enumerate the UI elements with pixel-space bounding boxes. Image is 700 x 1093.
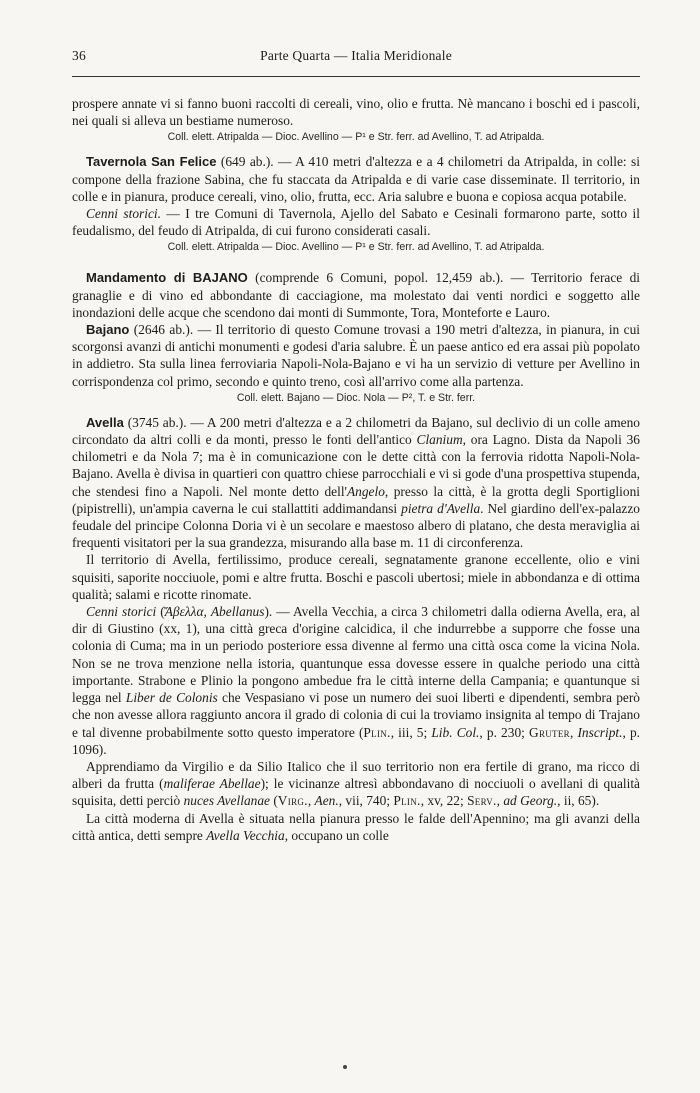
collegio-note-bajano: Coll. elett. Bajano — Dioc. Nola — P², T. e Str. ferr. <box>236 391 476 404</box>
collegio-note-tavernola: Coll. elett. Atripalda — Dioc. Avellino — P¹ e Str. ferr. ad Avellino, T. ad Atripalda. <box>167 241 545 254</box>
page-header <box>72 48 640 70</box>
paragraph-continuation: prospere annate vi si fanno buoni raccolti di cereali, vino, olio e frutta. Nè mancano i boschi ed i pascoli, nei quali si alleva un bestiame numeroso. <box>72 96 640 129</box>
header-rule <box>72 76 640 77</box>
paragraph-virgilio: Apprendiamo da Virgilio e da Silio Italico che il suo territorio non era fertile di grano, ma ricco di alberi da frutta (maliferae Abellae); le vicinanze altresì abbondavano di nocciuoli o avellani di qualità squisita, detti perciò nuces Avellanae (Virg., Aen., vii, 740; Plin., xv, 22; Serv., ad Georg., ii, 65). <box>72 758 640 809</box>
page <box>72 48 640 844</box>
cenni-avella: Cenni storici (Ἄβελλα, Abellanus). — Avella Vecchia, a circa 3 chilometri dalla odierna Avella, era, al dir di Giustino (xx, 1), una città greca d'origine calcidica, il che indurrebbe a supporre che fosse una colonia di Cuma; ma in un periodo posteriore essa divenne al fermo una città osca come la vicina Nola. Non se ne trova menzione nella istoria, quantunque essa dovesse essere in qualche periodo una città importante. Strabone e Plinio la pongono ambedue fra le città interne della Campania; e quantunque si legga nel Liber de Colonis che Vespasiano vi pose un numero dei suoi liberti e dipendenti, sembra però che non avesse allora raggiunto ancora il grado di colonia di cui la troviamo insignita al tempo di Trajano e tal divenne probabilmente sotto questo imperatore (Plin., iii, 5; Lib. Col., p. 230; Gruter, Inscript., p. 1096). <box>72 604 640 757</box>
entry-title-bajano: Bajano <box>86 322 130 338</box>
running-title: Parte Quarta — Italia Meridionale <box>260 48 452 63</box>
cenni-tavernola: Cenni storici. — I tre Comuni di Tavernola, Ajello del Sabato e Cesinali formarono parte, sotto il feudalismo, del feudo di Atripalda, di cui furono considerati casali. <box>72 206 640 239</box>
entry-title-mandamento: Mandamento di BAJANO <box>86 270 248 286</box>
entry-bajano: Bajano (2646 ab.). — Il territorio di questo Comune trovasi a 190 metri d'altezza, in pianura, in cui scorgonsi avanzi di antichi monumenti e godesi d'aria salubre. È un paese antico ed era assai più popolato in addietro. Sta sulla linea ferroviaria Napoli-Nola-Bajano e vi ha un servizio di vetture per Avellino in corrispondenza col primo, secondo e quinto treno, così all'arrivo come alla partenza. <box>72 322 640 389</box>
entry-avella: Avella (3745 ab.). — A 200 metri d'altezza e a 2 chilometri da Bajano, sul declivio di un colle ameno circondato da altri colli e da monti, presso le fonti dell'antico Clanium, ora Lagno. Dista da Napoli 36 chilometri e da Nola 7; ma è in comunicazione con le dette città con la ferrovia ridotta Napoli-Nola-Bajano. Avella è divisa in quartieri con quattro chiese parrocchiali e vi si gode d'una prospettiva stupenda, che stendesi fino a Napoli. Nel monte detto dell'Angelo, presso la città, è la grotta degli Sportiglioni (pipistrelli), un'ampia caverna le cui stallattiti addimandansi pietra d'Avella. Nel giardino dell'ex-palazzo feudale del principe Colonna Doria vi è un secolare e maestoso albero di platano, che desta meraviglia ai frequenti visitatori per la sua grandezza, misurando alla base m. 11 di circonferenza. <box>72 414 640 551</box>
entry-tavernola: Tavernola San Felice (649 ab.). — A 410 metri d'altezza e a 4 chilometri da Atripalda, in colle: si compone della frazione Sabina, che fu staccata da Atripalda e di varie case disseminate. Il territorio, in colle e in pianura, produce cereali, vino, olio, frutta, ecc. Aria salubre e buona e copiosa acqua potabile. <box>72 154 640 204</box>
entry-title-avella: Avella <box>86 414 124 430</box>
page-number: 36 <box>72 48 86 63</box>
entry-title-tavernola: Tavernola San Felice <box>86 154 217 170</box>
cenni-storici-label: Cenni storici. <box>86 206 161 222</box>
entry-mandamento-bajano: Mandamento di BAJANO (comprende 6 Comuni, popol. 12,459 ab.). — Territorio ferace di granaglie e di vino ed abbondante di cacciagione, ma molestato dai venti nordici e soggetto alle inondazioni delle acque che scendono dai monti di Summonte, Tora, Monteforte e Lauro. <box>72 270 640 320</box>
paragraph-territorio-avella: Il territorio di Avella, fertilissimo, produce cereali, segnatamente granone eccellente, olio e vini squisiti, saporite nocciuole, pomi e altre frutta. Boschi e pascoli ubertosi; miele in abbondanza e di ottima qualità; salami e ricotte rinomate. <box>72 552 640 602</box>
paragraph-citta-moderna: La città moderna di Avella è situata nella pianura presso le falde dell'Apennino; ma gli avanzi della città antica, detti sempre Avella Vecchia, occupano un colle <box>72 810 640 843</box>
footer-mark <box>343 1065 347 1069</box>
collegio-note-atripalda: Coll. elett. Atripalda — Dioc. Avellino — P¹ e Str. ferr. ad Avellino, T. ad Atripalda. <box>167 131 545 144</box>
